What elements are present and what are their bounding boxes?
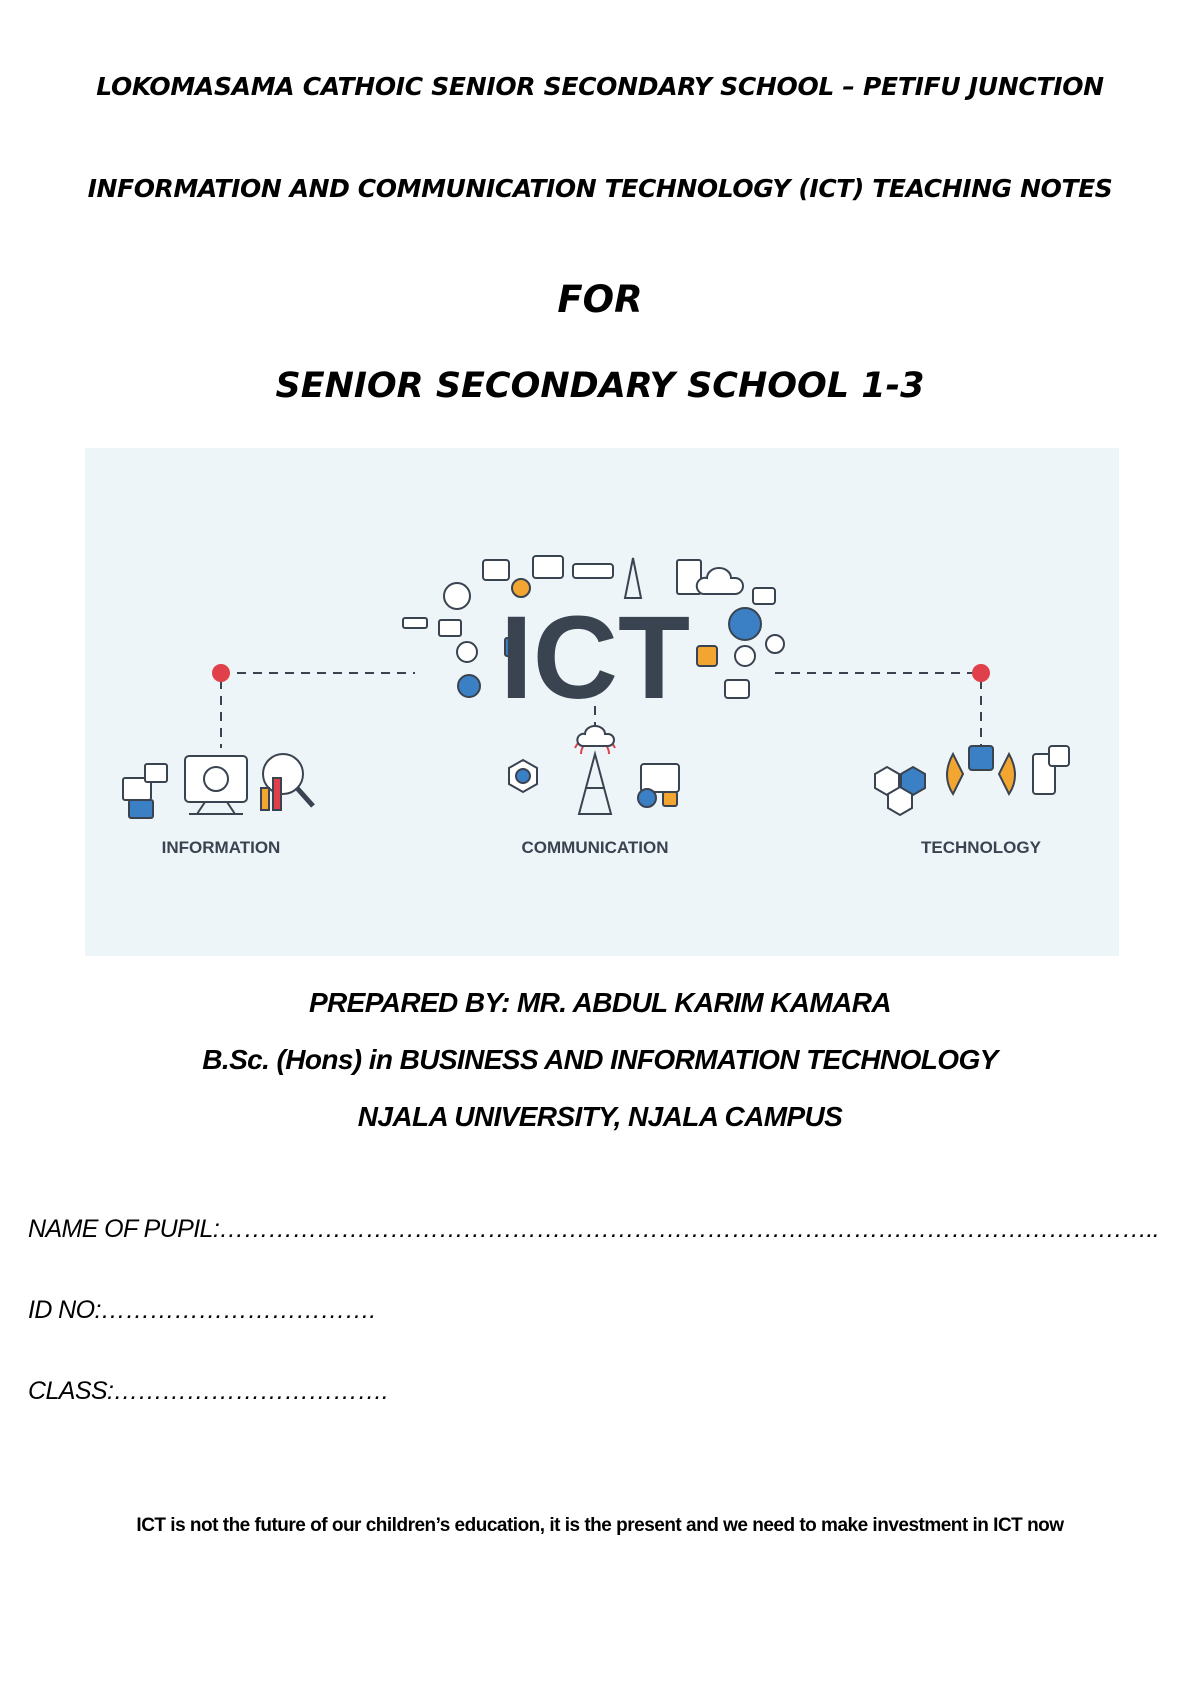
- ict-illustration: [85, 448, 1119, 956]
- ict-quote: ICT is not the future of our children’s education, it is the present and we need to make investment in ICT now: [136, 1515, 1064, 1536]
- class-level-heading: SENIOR SECONDARY SCHOOL 1-3: [275, 366, 925, 406]
- pupil-name-field: NAME OF PUPIL:……………………………………………………………………………………………………..: [28, 1215, 1160, 1243]
- information-icon-group: [123, 754, 313, 818]
- school-name: LOKOMASAMA CATHOIC SENIOR SECONDARY SCHOOL – PETIFU JUNCTION: [96, 72, 1104, 101]
- information-label: INFORMATION: [161, 838, 281, 857]
- right-node-dot: [972, 664, 990, 682]
- technology-icon-group: [875, 746, 1069, 815]
- communication-icon-group: [509, 726, 679, 814]
- document-title: INFORMATION AND COMMUNICATION TECHNOLOGY (ICT) TEACHING NOTES: [87, 174, 1113, 203]
- author-university: NJALA UNIVERSITY, NJALA CAMPUS: [357, 1101, 843, 1132]
- class-field: CLASS:…………………………….: [28, 1377, 389, 1405]
- technology-label: TECHNOLOGY: [921, 838, 1041, 857]
- left-node-dot: [212, 664, 230, 682]
- prepared-by: PREPARED BY: MR. ABDUL KARIM KAMARA: [308, 987, 892, 1018]
- communication-label: COMMUNICATION: [521, 838, 669, 857]
- id-number-field: ID NO:…………………………….: [28, 1296, 376, 1324]
- author-degree: B.Sc. (Hons) in BUSINESS AND INFORMATION TECHNOLOGY: [202, 1044, 998, 1075]
- ict-banner-illustration: [85, 448, 1119, 956]
- for-heading: FOR: [557, 278, 643, 321]
- ict-logo-text: ICT: [499, 592, 691, 724]
